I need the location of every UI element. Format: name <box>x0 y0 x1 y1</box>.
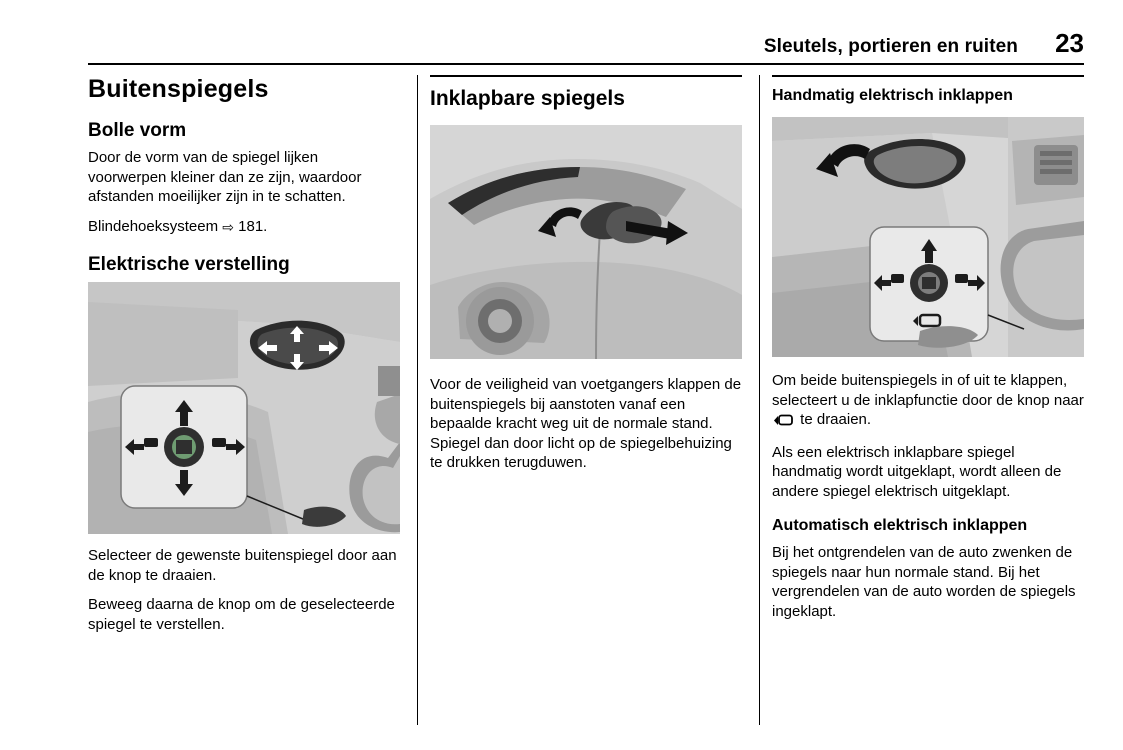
fold-mirror-symbol-icon <box>774 413 794 433</box>
right-heading-wrap <box>772 75 1084 105</box>
mirror-control-callout <box>121 386 247 508</box>
mirror-control-callout <box>870 227 988 341</box>
manual-electric-fold-illustration <box>772 117 1084 357</box>
paragraph-automatic-fold: Bij het ontgrendelen van de auto zwenken de spiegels naar hun normale stand. Bij het vergrendelen van de auto worden de spiegels ingeklapt. <box>772 544 1076 620</box>
header-title: Sleutels, portieren en ruiten <box>763 36 1018 57</box>
paragraph-bolle-vorm: Door de vorm van de spiegel lijken voorwerpen kleiner dan ze zijn, waardoor afstanden moeilijker zijn in te schatten. <box>88 149 362 205</box>
column-divider-1 <box>417 75 418 725</box>
manual-electric-fold-figure <box>772 117 1084 357</box>
reference-blindehoeksysteem <box>88 217 400 237</box>
content-columns <box>88 75 1084 725</box>
middle-heading-wrap <box>430 75 742 111</box>
reference-arrow-icon: ⇨ <box>222 218 234 235</box>
column-middle <box>430 75 742 725</box>
reference-label: Blindehoeksysteem <box>88 217 219 235</box>
paragraph-folding-mirrors: Voor de veiligheid van voetgangers klappen de buitenspiegels bij aanstoten vanaf een bepaalde kracht weg uit de normale stand. Spiegel dan door licht op de spiegelbehuizing te drukken terugduwen. <box>430 376 742 471</box>
column-left <box>88 75 400 725</box>
heading-automatisch-elektrisch-inklappen: Automatisch elektrisch inklappen <box>772 517 1028 534</box>
paragraph-fold-part1: Om beide buitenspiegels in of uit te klappen, selecteert u de inklapfunctie door de knop naar <box>772 372 1084 409</box>
reference-page-number: 181. <box>238 217 268 235</box>
electric-mirror-adjust-illustration <box>88 282 400 534</box>
paragraph-manual-unfold: Als een elektrisch inklapbare spiegel handmatig wordt uitgeklapt, wordt alleen de andere spiegel elektrisch uitgeklapt. <box>772 443 1062 500</box>
paragraph-move-knob: Beweeg daarna de knop om de geselecteerde spiegel te verstellen. <box>88 596 395 633</box>
paragraph-select-mirror: Selecteer de gewenste buitenspiegel door aan de knop te draaien. <box>88 547 397 584</box>
column-divider-2 <box>759 75 760 725</box>
paragraph-fold-part2: te draaien. <box>800 411 872 428</box>
heading-elektrische-verstelling: Elektrische verstelling <box>88 254 290 275</box>
page-header <box>88 28 1084 59</box>
heading-bolle-vorm: Bolle vorm <box>88 120 187 141</box>
electric-mirror-adjust-figure <box>88 282 400 534</box>
heading-inklapbare-spiegels: Inklapbare spiegels <box>430 87 625 110</box>
folding-mirror-illustration <box>430 125 742 359</box>
folding-mirror-figure <box>430 125 742 359</box>
paragraph-fold-both-mirrors <box>772 371 1084 433</box>
column-right <box>772 75 1084 725</box>
page-number: 23 <box>1055 28 1084 58</box>
header-divider <box>88 63 1084 65</box>
section-title-buitenspiegels: Buitenspiegels <box>88 75 269 103</box>
heading-handmatig-elektrisch-inklappen: Handmatig elektrisch inklappen <box>772 87 1013 104</box>
